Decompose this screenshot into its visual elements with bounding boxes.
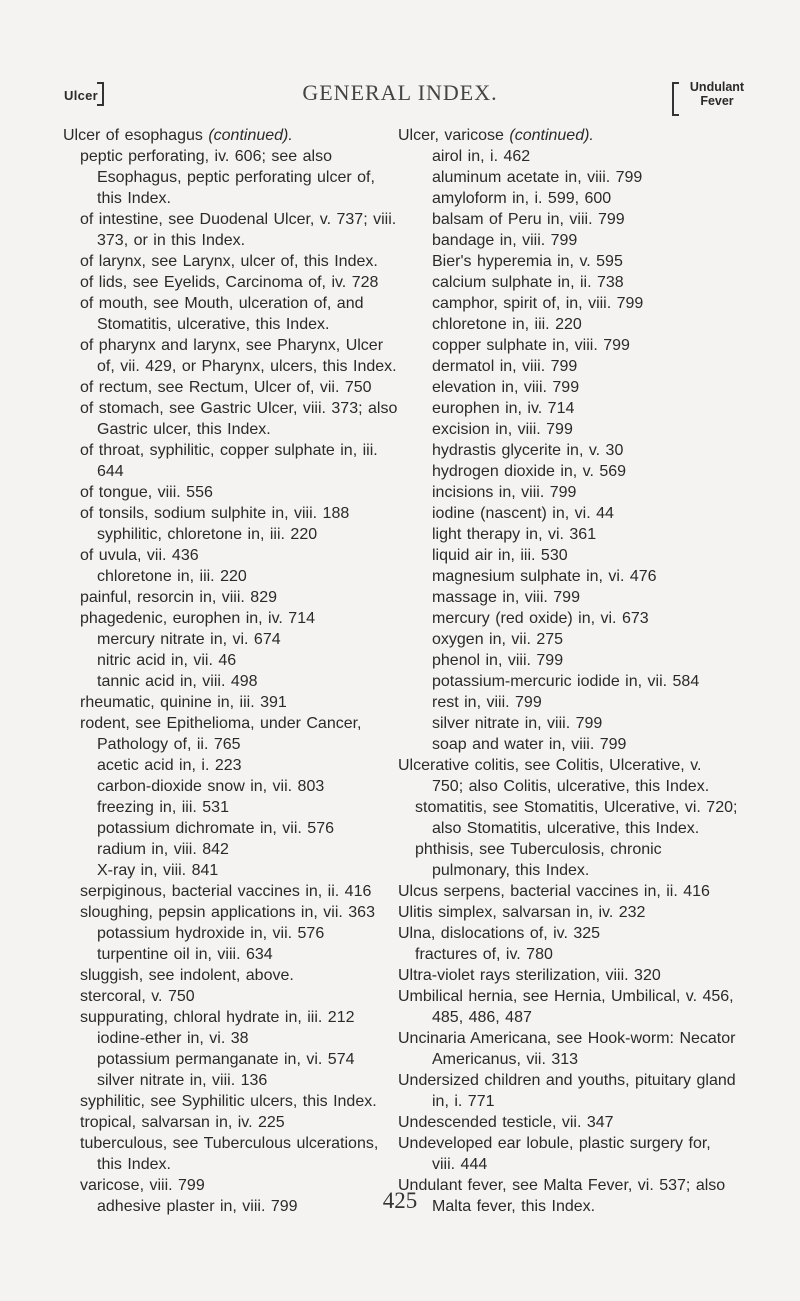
index-entry <box>398 272 738 293</box>
index-entry <box>398 1133 738 1175</box>
index-entry-text: of stomach, see Gastric Ulcer, viii. 373; also Gastric ulcer, this Index. <box>80 400 398 438</box>
index-entry <box>398 692 738 713</box>
index-entry <box>63 272 400 293</box>
index-entry-text: of uvula, vii. 436 <box>80 547 199 564</box>
index-entry-text: rheumatic, quinine in, iii. 391 <box>80 694 287 711</box>
index-entry <box>63 587 400 608</box>
index-entry-text: sluggish, see indolent, above. <box>80 967 294 984</box>
index-entry <box>398 755 738 797</box>
guide-word-right: Undulant Fever <box>689 80 745 108</box>
index-entry <box>398 209 738 230</box>
index-entry <box>398 314 738 335</box>
index-entry-text: of rectum, see Rectum, Ulcer of, vii. 750 <box>80 379 372 396</box>
index-entry-text: Ulcus serpens, bacterial vaccines in, ii. 416 <box>398 883 710 900</box>
index-entry-text: elevation in, viii. 799 <box>432 379 580 396</box>
index-entry-text: excision in, viii. 799 <box>432 421 573 438</box>
index-entry-text: aluminum acetate in, viii. 799 <box>432 169 643 186</box>
index-entry <box>398 377 738 398</box>
index-entry-text: fractures of, iv. 780 <box>415 946 553 963</box>
index-entry <box>63 839 400 860</box>
index-entry-text: rodent, see Epithelioma, under Cancer, Pathology of, ii. 765 <box>80 715 362 753</box>
index-entry-text: carbon-dioxide snow in, vii. 803 <box>97 778 325 795</box>
index-entry <box>398 293 738 314</box>
index-entry-text: Undulant fever, see Malta Fever, vi. 537; also Malta fever, this Index. <box>398 1177 726 1215</box>
index-entry-text: Uncinaria Americana, see Hook-worm: Necator Americanus, vii. 313 <box>398 1030 736 1068</box>
index-entry <box>63 671 400 692</box>
continued-note: (continued). <box>208 127 293 144</box>
index-entry <box>63 818 400 839</box>
index-entry <box>63 146 400 209</box>
continued-note: (continued). <box>509 127 594 144</box>
index-entry <box>398 734 738 755</box>
index-entry-text: iodine (nascent) in, vi. 44 <box>432 505 614 522</box>
index-entry <box>398 566 738 587</box>
index-entry-text: balsam of Peru in, viii. 799 <box>432 211 625 228</box>
index-entry-text: Ulcer, varicose <box>398 127 510 144</box>
index-entry <box>398 440 738 461</box>
index-entry-text: airol in, i. 462 <box>432 148 531 165</box>
index-entry-text: iodine-ether in, vi. 38 <box>97 1030 249 1047</box>
index-entry <box>63 440 400 482</box>
index-entry-text: camphor, spirit of, in, viii. 799 <box>432 295 644 312</box>
index-entry <box>398 545 738 566</box>
index-entry <box>63 1112 400 1133</box>
index-entry <box>63 881 400 902</box>
index-entry-text: incisions in, viii. 799 <box>432 484 577 501</box>
index-entry-text: of tongue, viii. 556 <box>80 484 213 501</box>
index-entry <box>398 503 738 524</box>
index-entry-text: hydrastis glycerite in, v. 30 <box>432 442 624 459</box>
index-entry <box>398 461 738 482</box>
index-entry-text: silver nitrate in, viii. 136 <box>97 1072 268 1089</box>
index-entry <box>63 713 400 755</box>
index-entry-text: light therapy in, vi. 361 <box>432 526 597 543</box>
index-entry-text: phthisis, see Tuberculosis, chronic pulmonary, this Index. <box>415 841 662 879</box>
index-entry-text: calcium sulphate in, ii. 738 <box>432 274 624 291</box>
guide-word-left: Ulcer <box>64 88 99 103</box>
index-entry <box>398 902 738 923</box>
index-entry-text: phagedenic, europhen in, iv. 714 <box>80 610 315 627</box>
index-entry-text: soap and water in, viii. 799 <box>432 736 627 753</box>
index-entry <box>63 692 400 713</box>
index-entry-text: potassium hydroxide in, vii. 576 <box>97 925 325 942</box>
index-entry <box>398 356 738 377</box>
guide-bracket-right <box>672 82 679 116</box>
index-entry-text: syphilitic, chloretone in, iii. 220 <box>97 526 318 543</box>
index-entry <box>398 587 738 608</box>
index-entry-text: Ulcer of esophagus <box>63 127 209 144</box>
index-entry-text: X-ray in, viii. 841 <box>97 862 219 879</box>
index-entry <box>398 419 738 440</box>
index-entry-text: mercury (red oxide) in, vi. 673 <box>432 610 649 627</box>
index-entry <box>398 629 738 650</box>
index-entry <box>63 1091 400 1112</box>
index-entry <box>63 524 400 545</box>
running-header <box>0 78 800 114</box>
index-entry <box>63 776 400 797</box>
index-entry-text: of mouth, see Mouth, ulceration of, and Stomatitis, ulcerative, this Index. <box>80 295 364 333</box>
index-entry <box>63 566 400 587</box>
index-entry <box>398 650 738 671</box>
index-entry <box>398 986 738 1028</box>
index-entry-text: mercury nitrate in, vi. 674 <box>97 631 281 648</box>
index-entry <box>63 1028 400 1049</box>
index-entry-text: silver nitrate in, viii. 799 <box>432 715 603 732</box>
index-entry-text: rest in, viii. 799 <box>432 694 542 711</box>
index-entry <box>398 608 738 629</box>
index-entry <box>398 188 738 209</box>
index-entry <box>63 398 400 440</box>
index-entry <box>398 1112 738 1133</box>
index-entry <box>63 482 400 503</box>
index-entry-text: chloretone in, iii. 220 <box>432 316 582 333</box>
index-entry-text: oxygen in, vii. 275 <box>432 631 564 648</box>
index-entry-text: varicose, viii. 799 <box>80 1177 205 1194</box>
index-entry <box>63 293 400 335</box>
index-entry-text: Ulna, dislocations of, iv. 325 <box>398 925 601 942</box>
index-entry-text: tannic acid in, viii. 498 <box>97 673 258 690</box>
index-entry <box>63 986 400 1007</box>
index-entry-text: acetic acid in, i. 223 <box>97 757 242 774</box>
index-entry <box>398 965 738 986</box>
index-entry-text: Bier's hyperemia in, v. 595 <box>432 253 623 270</box>
index-entry <box>398 713 738 734</box>
index-entry <box>63 1133 400 1175</box>
index-entry-text: freezing in, iii. 531 <box>97 799 229 816</box>
index-entry <box>398 797 738 839</box>
index-entry <box>398 125 738 146</box>
index-entry <box>63 902 400 923</box>
index-entry <box>63 545 400 566</box>
index-entry-text: of pharynx and larynx, see Pharynx, Ulcer of, vii. 429, or Pharynx, ulcers, this Index. <box>80 337 397 375</box>
index-entry-text: massage in, viii. 799 <box>432 589 580 606</box>
index-entry-text: dermatol in, viii. 799 <box>432 358 578 375</box>
index-entry-text: syphilitic, see Syphilitic ulcers, this Index. <box>80 1093 377 1110</box>
index-entry-text: sloughing, pepsin applications in, vii. 363 <box>80 904 375 921</box>
index-entry <box>398 1070 738 1112</box>
index-entry <box>398 671 738 692</box>
index-entry-text: Umbilical hernia, see Hernia, Umbilical, v. 456, 485, 486, 487 <box>398 988 734 1026</box>
index-entry-text: tropical, salvarsan in, iv. 225 <box>80 1114 285 1131</box>
index-entry <box>63 944 400 965</box>
index-entry <box>398 146 738 167</box>
index-entry <box>63 125 400 146</box>
index-entry <box>398 335 738 356</box>
index-entry-text: amyloform in, i. 599, 600 <box>432 190 612 207</box>
index-entry <box>63 503 400 524</box>
index-entry-text: copper sulphate in, viii. 799 <box>432 337 630 354</box>
index-entry-text: stomatitis, see Stomatitis, Ulcerative, vi. 720; also Stomatitis, ulcerative, this Index. <box>415 799 738 837</box>
index-entry-text: nitric acid in, vii. 46 <box>97 652 237 669</box>
index-entry-text: europhen in, iv. 714 <box>432 400 575 417</box>
index-entry-text: liquid air in, iii. 530 <box>432 547 568 564</box>
index-entry <box>398 944 738 965</box>
index-entry <box>63 755 400 776</box>
index-entry-text: Ulcerative colitis, see Colitis, Ulcerative, v. 750; also Colitis, ulcerative, this Index. <box>398 757 710 795</box>
index-entry-text: adhesive plaster in, viii. 799 <box>97 1198 298 1215</box>
index-entry-text: Undescended testicle, vii. 347 <box>398 1114 614 1131</box>
index-entry-text: magnesium sulphate in, vi. 476 <box>432 568 657 585</box>
index-entry <box>63 797 400 818</box>
index-entry <box>398 398 738 419</box>
index-entry <box>398 923 738 944</box>
index-entry-text: of larynx, see Larynx, ulcer of, this Index. <box>80 253 378 270</box>
index-entry-text: Ulitis simplex, salvarsan in, iv. 232 <box>398 904 646 921</box>
index-entry <box>398 251 738 272</box>
index-entry <box>398 167 738 188</box>
index-entry-text: turpentine oil in, viii. 634 <box>97 946 273 963</box>
index-entry-text: painful, resorcin in, viii. 829 <box>80 589 277 606</box>
index-entry-text: bandage in, viii. 799 <box>432 232 578 249</box>
index-entry <box>63 860 400 881</box>
index-entry-text: potassium permanganate in, vi. 574 <box>97 1051 355 1068</box>
page-title: GENERAL INDEX. <box>302 80 498 105</box>
index-column-right <box>398 125 738 1217</box>
page-number: 425 <box>382 1188 418 1213</box>
index-entry-text: hydrogen dioxide in, v. 569 <box>432 463 627 480</box>
index-entry <box>63 923 400 944</box>
index-entry <box>63 965 400 986</box>
index-entry-text: of throat, syphilitic, copper sulphate in, iii. 644 <box>80 442 378 480</box>
index-entry <box>398 482 738 503</box>
index-entry <box>63 608 400 629</box>
index-entry-text: of tonsils, sodium sulphite in, viii. 188 <box>80 505 350 522</box>
index-entry <box>63 1007 400 1028</box>
index-entry-text: Undersized children and youths, pituitary gland in, i. 771 <box>398 1072 736 1110</box>
index-entry <box>398 881 738 902</box>
index-entry-text: phenol in, viii. 799 <box>432 652 564 669</box>
index-entry-text: tuberculous, see Tuberculous ulcerations, this Index. <box>80 1135 379 1173</box>
index-entry <box>398 524 738 545</box>
index-entry <box>398 230 738 251</box>
index-entry <box>63 209 400 251</box>
index-entry-text: potassium dichromate in, vii. 576 <box>97 820 334 837</box>
index-entry-text: serpiginous, bacterial vaccines in, ii. 416 <box>80 883 372 900</box>
index-entry-text: of intestine, see Duodenal Ulcer, v. 737; viii. 373, or in this Index. <box>80 211 397 249</box>
index-entry-text: Undeveloped ear lobule, plastic surgery for, viii. 444 <box>398 1135 711 1173</box>
index-entry <box>63 335 400 377</box>
index-entry-text: stercoral, v. 750 <box>80 988 195 1005</box>
index-entry <box>63 1070 400 1091</box>
index-entry-text: chloretone in, iii. 220 <box>97 568 247 585</box>
index-entry-text: Ultra-violet rays sterilization, viii. 320 <box>398 967 661 984</box>
index-entry <box>63 1049 400 1070</box>
index-entry-text: of lids, see Eyelids, Carcinoma of, iv. 728 <box>80 274 379 291</box>
index-entry-text: radium in, viii. 842 <box>97 841 229 858</box>
index-entry <box>63 629 400 650</box>
index-entry-text: suppurating, chloral hydrate in, iii. 212 <box>80 1009 355 1026</box>
index-entry <box>63 377 400 398</box>
index-entry <box>398 1028 738 1070</box>
index-entry <box>398 839 738 881</box>
index-entry-text: peptic perforating, iv. 606; see also Esophagus, peptic perforating ulcer of, this Index. <box>80 148 375 207</box>
index-column-left <box>63 125 400 1217</box>
index-entry-text: potassium-mercuric iodide in, vii. 584 <box>432 673 700 690</box>
index-entry <box>63 650 400 671</box>
index-entry <box>63 251 400 272</box>
